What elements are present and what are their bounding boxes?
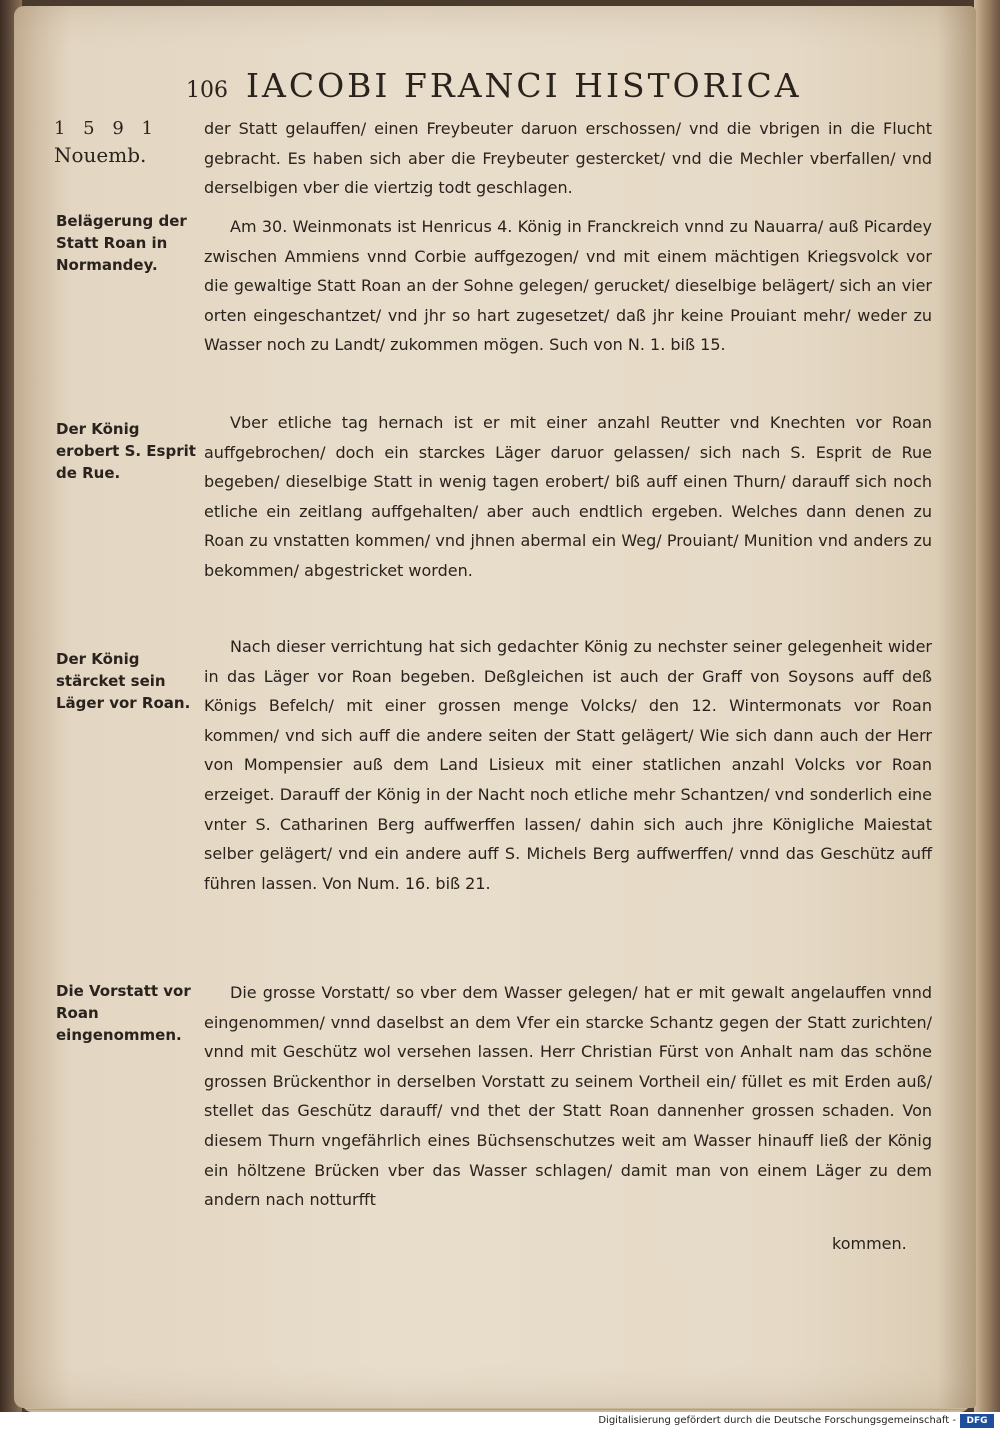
date-month: Nouemb. bbox=[54, 143, 147, 167]
date-note bbox=[54, 116, 184, 168]
margin-note-esprit-de-rue: Der König erobert S. Esprit de Rue. bbox=[56, 420, 196, 482]
paragraph-4: Nach dieser verrichtung hat sich gedachter König zu nechster seiner gelegenheit wider in das Läger vor Roan begeben. Deßgleichen ist auch der Graff von Soysons auff deß Königs Befelch/ mit einer grossen menge Volcks/ den 12. Wintermonats vor Roan kommen/ vnd sich auff die andere seiten der Statt gelägert/ Wie sich dann auch der Herr von Mompensier auß dem Land Lisieux mit einer statlichen anzahl Volcks vor Roan erzeiget. Darauff der König in der Nacht noch etliche mehr Schantzen/ vnd sonderlich eine vnter S. Catharinen Berg auffwerffen lassen/ dahin sich auch jhre Königliche Maiestat selber gelägert/ vnd ein andere auff S. Michels Berg auffwerffen/ vnnd das Geschütz auff führen lassen. Von Num. 16. biß 21. bbox=[204, 637, 932, 893]
catchword: kommen. bbox=[832, 1234, 907, 1253]
paragraph-3: Vber etliche tag hernach ist er mit einer anzahl Reutter vnd Knechten vor Roan auffgebrochen/ doch ein starckes Läger daruor gelassen/ sich nach S. Esprit de Rue begeben/ dieselbige Statt in wenig tagen erobert/ biß auff einen Thurn/ darauff sich noch etliche ein zeitlang auffgehalten/ aber auch endtlich ergeben. Welches dann denen zu Roan zu vnstatten kommen/ vnd jhnen abermal ein Weg/ Prouiant/ Munition vnd anders zu bekommen/ abgestricket worden. bbox=[204, 413, 932, 580]
paragraph-5: Die grosse Vorstatt/ so vber dem Wasser gelegen/ hat er mit gewalt angelauffen vnnd eingenommen/ vnnd daselbst an dem Vfer ein starcke Schantz gegen der Statt zurichten/ vnnd mit Geschütz wol versehen lassen. Herr Christian Fürst von Anhalt nam das schöne grossen Brückenthor in derselben Vorstatt zu seinem Vortheil ein/ füllet es mit Erden auß/ stellet das Geschütz darauff/ vnd thet der Statt Roan dannenher grossen schaden. Von diesem Thurn vngefährlich eines Büchsenschutzes weit am Wasser hinauff ließ der König ein höltzene Brücken vber das Wasser schlagen/ damit man von einem Läger zu dem andern nach notturfft bbox=[204, 983, 932, 1210]
footer-bar bbox=[0, 1412, 1000, 1430]
date-year: 1 5 9 1 bbox=[54, 118, 159, 139]
margin-note-siege-of-roan: Belägerung der Statt Roan in Normandey. bbox=[56, 212, 187, 274]
margin-note-suburb-taken: Die Vorstatt vor Roan eingenommen. bbox=[56, 982, 191, 1044]
paragraph-2: Am 30. Weinmonats ist Henricus 4. König in Franckreich vnnd zu Nauarra/ auß Picardey zwischen Ammiens vnnd Corbie auffgezogen/ vnd mit einem mächtigen Kriegsvolck vor die gewaltige Statt Roan an der Sohne gelegen/ gerucket/ dieselbige belägert/ sich an vier orten eingeschantzet/ vnd jhr so hart zugesetzet/ daß jhr keine Prouiant mehr/ weder zu Wasser noch zu Landt/ zukommen mögen. Such von N. 1. biß 15. bbox=[204, 217, 932, 355]
page-number: 106 bbox=[186, 78, 228, 103]
funding-notice: Digitalisierung gefördert durch die Deutsche Forschungsgemeinschaft - bbox=[598, 1415, 956, 1426]
running-title: IACOBI FRANCI HISTORICA bbox=[246, 66, 802, 105]
running-header bbox=[186, 66, 886, 110]
dfg-logo: DFG bbox=[960, 1414, 994, 1428]
page-fore-edge bbox=[974, 0, 1000, 1412]
paragraph-1: der Statt gelauffen/ einen Freybeuter daruon erschossen/ vnd die vbrigen in die Flucht gebracht. Es haben sich aber die Freybeuter gestercket/ vnd die Mechler vberfallen/ vnd derselbigen vber die viertzig todt geschlagen. bbox=[204, 119, 932, 198]
margin-note-camp-strengthened: Der König stärcket sein Läger vor Roan. bbox=[56, 650, 191, 712]
